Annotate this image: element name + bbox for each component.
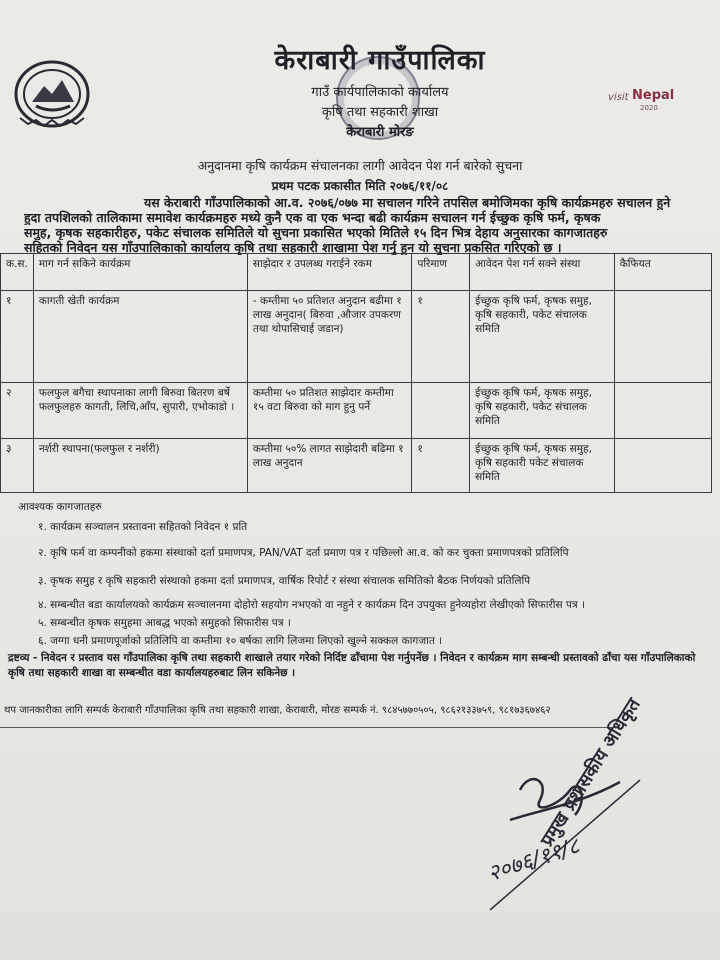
header-cell: आवेदन पेश गर्न सक्ने संस्था (470, 254, 615, 291)
cell-remark (614, 439, 711, 493)
cell-eligible: ईच्छुक कृषि फर्म, कृषक समुह, कृषि सहकारी पकेट संचालक समिति (470, 439, 615, 493)
cell-sn: २ (1, 383, 34, 439)
cell-program: कागती खेती कार्यक्रम (33, 291, 247, 383)
cell-qty: १ (412, 439, 470, 493)
document-item: ३. कृषक समुह र कृषि सहकारी संस्थाको हकमा दर्ता प्रमाणपत्र, वार्षिक रिपोर्ट र संस्था संचालक समितिको बैठक निर्णयको प्रतिलिपि (38, 575, 531, 587)
document-item: २. कृषि फर्म वा कम्पनीको हकमा संस्थाको दर्ता प्रमाणपत्र, PAN/VAT दर्ता प्रमाण पत्र र पछिल्लो आ.व. को कर चुक्ता प्रमाणपत्रको प्रतिलिपि (38, 547, 569, 559)
location-name: केराबारी मोरङ (346, 125, 414, 140)
cell-qty: १ (412, 291, 470, 383)
header-cell: क.स. (1, 254, 34, 291)
document-item: १. कार्यक्रम सञ्चालन प्रस्तावना सहितको निवेदन १ प्रति (38, 521, 248, 533)
cell-amount: - कम्तीमा ५० प्रतिशत अनुदान बढीमा १ लाख अनुदान( बिरुवा ,औजार उपकरण तथा थोपासिचाई जडान) (247, 291, 411, 383)
body-line: हुदा तपशिलको तालिकामा समावेश कार्यक्रमहरु मध्ये कुनै एक वा एक भन्दा बढी कार्यक्रम सचालन गर्न ईच्छुक कृषि फर्म, कृषक (24, 210, 601, 225)
cell-sn: १ (1, 291, 34, 383)
table-header-row (1, 254, 712, 291)
table-row (1, 383, 712, 439)
contact-line: थप जानकारीका लागि सम्पर्क केराबारी गाँउपालिका कृषि तथा सहकारी शाखा, केराबारी, मोरङ सम्पर्क नं. ९८४५७७०५०५, ९८६२१३३७५९, ९८१७३६७४६२ (4, 705, 551, 716)
body-line: यस केराबारी गाँउपालिकाको आ.व. २०७६/०७७ मा सचालन गरिने तपसिल बमोजिमका कृषि कार्यक्रमहरु सचालन हुने (144, 195, 671, 210)
year-text: 2020 (640, 104, 658, 112)
table-row (1, 439, 712, 493)
document-item: ५. सम्बन्धीत कृषक समुहमा आबद्ध भएको समुहको सिफारीस पत्र । (38, 617, 291, 629)
cell-eligible: ईच्छुक कृषि फर्म, कृषक समुह, कृषि सहकारी, पकेट संचालक समिति (470, 383, 615, 439)
divider-line (0, 727, 620, 728)
documents-heading: आवश्यक कागजातहरु (18, 501, 102, 513)
cell-program: नर्शरी स्थापना(फलफुल र नर्शरी) (33, 439, 247, 493)
cell-eligible: ईच्छुक कृषि फर्म, कृषक समुह, कृषि सहकारी, पकेट संचालक समिति (470, 291, 615, 383)
body-line: सहितको निवेदन यस गाँउपालिकाको कार्यालय कृषि तथा सहकारी शाखामा पेश गर्नु हुन यो सुचना प्रकसित गरिएको छ । (24, 240, 562, 255)
office-name: गाउँ कार्यपालिकाको कार्यालय (311, 85, 449, 100)
program-table (0, 253, 712, 493)
visit-nepal-logo (608, 76, 680, 116)
note-text: द्रष्टव्य - निवेदन र प्रस्ताव यस गाँउपालिका कृषि तथा सहकारी शाखाले तयार गरेको निर्दिष्ट ढाँचामा पेश गर्नुपर्नेछ । निवेदन र कार्यक्रम माग सम्बन्धी प्रस्तावको ढाँचा यस गाँउपालिकाको कृषि तथा सहकारी शाखा वा सम्बन्धीत वडा कार्यालयहरुबाट लिन सकिनेछ । (8, 652, 696, 679)
document-item: ४. सम्बन्धीत बडा कार्यालयको कार्यक्रम सञ्चालनमा दोहोरो सहयोग नभएको वा नहुने र कार्यक्रम दिन उपयुक्त हुनेव्यहोरा लेखीएको सिफारीस पत्र । (38, 599, 585, 611)
municipality-emblem-icon (12, 58, 92, 130)
cell-remark (614, 291, 711, 383)
signatory-title: प्रमुख प्रशासकीय अधिकृत (536, 694, 645, 851)
body-line: समुह, कृषक सहकारीहरु, पकेट संचालक समितिले यो सुचना प्रकासित भएको मितिले १५ दिन भित्र देहाय अनुसारका कागजातहरु (24, 225, 608, 240)
notice-body (24, 195, 700, 255)
notice-subject: अनुदानमा कृषि कार्यक्रम संचालनका लागी आवेदन पेश गर्न बारेको सुचना (197, 158, 523, 173)
branch-name: कृषि तथा सहकारी शाखा (321, 105, 439, 120)
cell-program: फलफुल बगैचा स्थापनाका लागी बिरुवा बितरण बर्षे फलफुलहरु कागती, लिचि,आँप, सुपारी, एभोकाडो । (33, 383, 247, 439)
nepal-text: Nepal (632, 88, 675, 103)
signature-date: २०७६/११/८ (484, 833, 583, 887)
cell-remark (614, 383, 711, 439)
header-cell: परिमाण (412, 254, 470, 291)
cell-qty (412, 383, 470, 439)
cell-sn: ३ (1, 439, 34, 493)
document-item: ६. जग्गा धनी प्रमाणपूर्जाको प्रतिलिपि वा कम्तीमा १० बर्षका लागि लिजमा लिएको खुल्ने सक्कल कागजात । (38, 635, 443, 647)
header-cell: माग गर्न सकिने कार्यक्रम (33, 254, 247, 291)
header-cell: साझेदार र उपलब्ध गराईने रकम (247, 254, 411, 291)
visit-text: visit (608, 92, 629, 103)
cell-amount: कम्तीमा ५०% लागत साझेदारी बढिमा १ लाख अनुदान (247, 439, 411, 493)
publication-date: प्रथम पटक प्रकासीत मिति २०७६/११/०८ (271, 179, 449, 193)
municipality-title: केराबारी गाउँपालिका (274, 45, 486, 76)
table-row (1, 291, 712, 383)
header-cell: कैफियत (614, 254, 711, 291)
cell-amount: कम्तीमा ५० प्रतिशत साझेदार कम्तीमा १५ वटा बिरुवा को माग हुनु पर्ने (247, 383, 411, 439)
